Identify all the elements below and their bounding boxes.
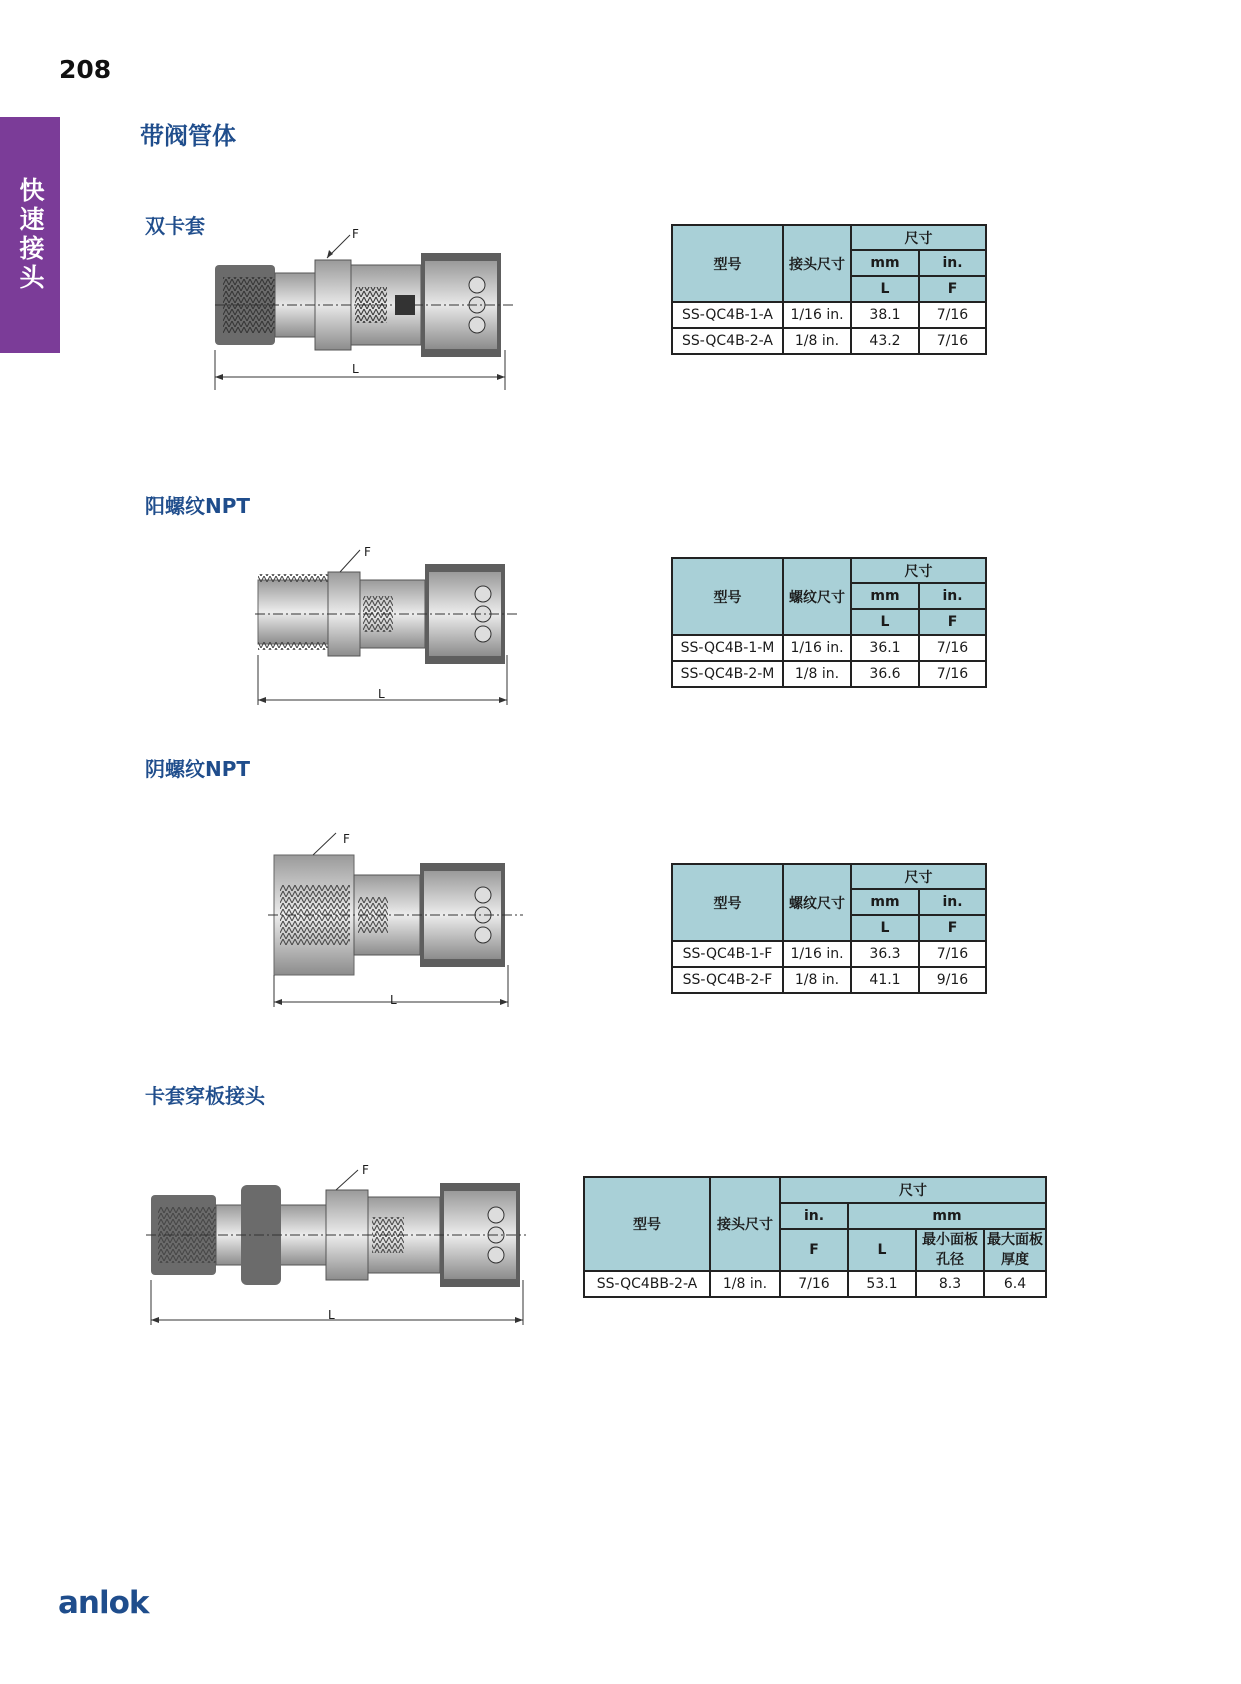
cell-f: 7/16	[919, 661, 986, 687]
sub-l: L	[851, 609, 919, 635]
section-title-3: 阴螺纹NPT	[145, 757, 251, 781]
cell-l: 41.1	[851, 967, 919, 993]
sub-f: F	[919, 609, 986, 635]
col-size: 螺纹尺寸	[783, 864, 851, 941]
sub-max-thickness: 最大面板厚度	[984, 1229, 1046, 1271]
col-dims: 尺寸	[780, 1177, 1046, 1203]
col-size: 螺纹尺寸	[783, 558, 851, 635]
spec-table-2	[671, 557, 987, 688]
label-f-4: F	[362, 1163, 369, 1177]
table-row	[672, 328, 986, 354]
cell-size: 1/8 in.	[783, 967, 851, 993]
page-title: 带阀管体	[140, 122, 236, 150]
cell-l: 53.1	[848, 1271, 916, 1297]
section-title-2: 阳螺纹NPT	[145, 494, 251, 518]
cell-f: 9/16	[919, 967, 986, 993]
cell-size: 1/16 in.	[783, 941, 851, 967]
cell-f: 7/16	[919, 635, 986, 661]
unit-in: in.	[780, 1203, 848, 1229]
side-tab	[0, 117, 60, 353]
label-l-4: L	[328, 1308, 335, 1322]
table-row	[672, 302, 986, 328]
cell-l: 36.6	[851, 661, 919, 687]
col-model: 型号	[672, 225, 783, 302]
sub-f: F	[919, 915, 986, 941]
cell-size: 1/16 in.	[783, 302, 851, 328]
col-size: 接头尺寸	[710, 1177, 780, 1271]
spec-table-3	[671, 863, 987, 994]
col-model: 型号	[672, 558, 783, 635]
sub-l: L	[851, 276, 919, 302]
label-l-1: L	[352, 362, 359, 376]
cell-l: 38.1	[851, 302, 919, 328]
cell-model: SS-QC4B-2-A	[672, 328, 783, 354]
col-size: 接头尺寸	[783, 225, 851, 302]
sub-l: L	[848, 1229, 916, 1271]
table-row	[672, 967, 986, 993]
cell-l: 36.1	[851, 635, 919, 661]
unit-mm: mm	[848, 1203, 1046, 1229]
table-row	[672, 635, 986, 661]
fitting-drawing-male-npt	[255, 540, 525, 710]
cell-size: 1/8 in.	[710, 1271, 780, 1297]
label-l-2: L	[378, 687, 385, 701]
section-title-4: 卡套穿板接头	[145, 1084, 265, 1108]
label-f-1: F	[352, 227, 359, 241]
cell-model: SS-QC4B-2-M	[672, 661, 783, 687]
sub-min-hole: 最小面板孔径	[916, 1229, 984, 1271]
label-f-2: F	[364, 545, 371, 559]
brand-logo: anlok	[58, 1585, 149, 1621]
cell-size: 1/8 in.	[783, 328, 851, 354]
cell-f: 7/16	[919, 302, 986, 328]
col-dims: 尺寸	[851, 864, 986, 889]
unit-mm: mm	[851, 250, 919, 276]
sub-f: F	[780, 1229, 848, 1271]
col-model: 型号	[584, 1177, 710, 1271]
table-row	[672, 941, 986, 967]
cell-f: 7/16	[919, 328, 986, 354]
cell-l: 43.2	[851, 328, 919, 354]
side-tab-label: 快速接头	[16, 177, 45, 293]
table-row	[584, 1271, 1046, 1297]
sub-f: F	[919, 276, 986, 302]
cell-model: SS-QC4B-1-A	[672, 302, 783, 328]
cell-model: SS-QC4BB-2-A	[584, 1271, 710, 1297]
sub-l: L	[851, 915, 919, 941]
unit-in: in.	[919, 250, 986, 276]
unit-in: in.	[919, 583, 986, 609]
fitting-drawing-female-npt	[268, 825, 528, 1010]
label-f-3: F	[343, 832, 350, 846]
cell-f: 7/16	[780, 1271, 848, 1297]
cell-model: SS-QC4B-2-F	[672, 967, 783, 993]
table-row	[672, 661, 986, 687]
unit-mm: mm	[851, 889, 919, 915]
label-l-3: L	[390, 993, 397, 1007]
unit-mm: mm	[851, 583, 919, 609]
cell-min: 8.3	[916, 1271, 984, 1297]
cell-max: 6.4	[984, 1271, 1046, 1297]
fitting-drawing-double-ferrule	[205, 225, 525, 395]
cell-f: 7/16	[919, 941, 986, 967]
col-model: 型号	[672, 864, 783, 941]
cell-model: SS-QC4B-1-M	[672, 635, 783, 661]
fitting-drawing-bulkhead	[146, 1165, 531, 1330]
cell-l: 36.3	[851, 941, 919, 967]
page-number: 208	[59, 55, 112, 84]
spec-table-4	[583, 1176, 1047, 1298]
col-dims: 尺寸	[851, 558, 986, 583]
spec-table-1	[671, 224, 987, 355]
section-title-1: 双卡套	[145, 214, 205, 238]
col-dims: 尺寸	[851, 225, 986, 250]
cell-size: 1/16 in.	[783, 635, 851, 661]
unit-in: in.	[919, 889, 986, 915]
cell-size: 1/8 in.	[783, 661, 851, 687]
cell-model: SS-QC4B-1-F	[672, 941, 783, 967]
